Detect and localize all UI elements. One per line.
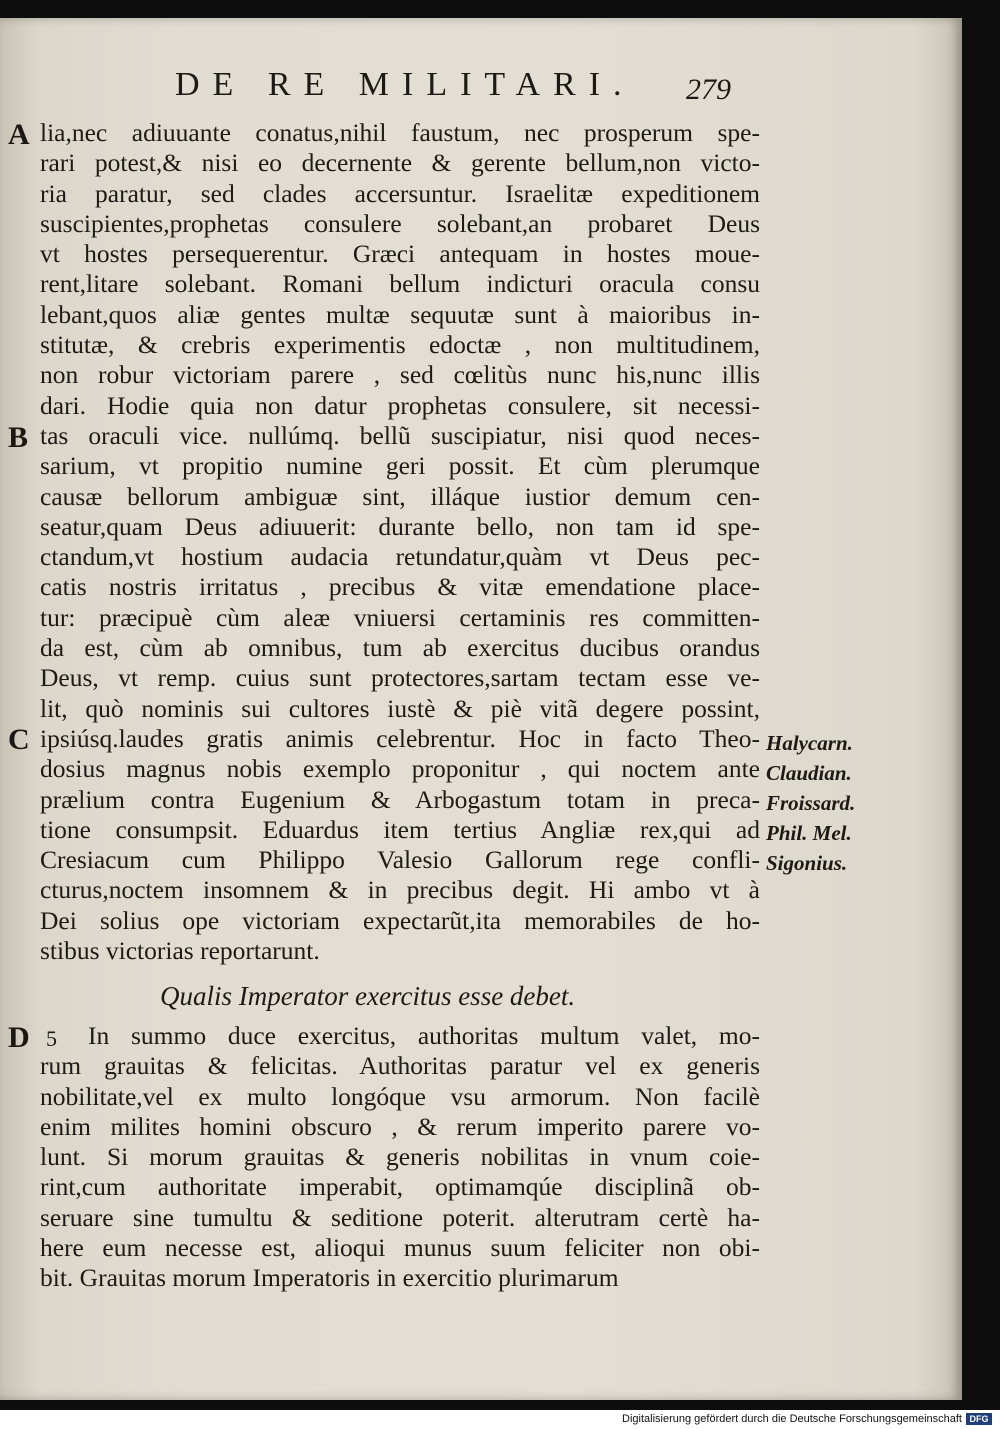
text-line: dosius magnus nobis exemplo proponitur , qui noctem ante: [40, 754, 760, 784]
margin-note-phil-mel: Phil. Mel.: [766, 821, 852, 845]
text-line: lunt. Si morum grauitas & generis nobilitas in vnum coie-: [40, 1142, 760, 1172]
text-line: ctandum,vt hostium audacia retundatur,quàm vt Deus pec-: [40, 542, 760, 572]
text-line: catis nostris irritatus , precibus & vitæ emendatione place-: [40, 572, 760, 602]
text-line: nobilitate,vel ex multo longóque vsu armorum. Non facilè: [40, 1081, 760, 1111]
text-line: tur: præcipuè cùm aleæ vniuersi certaminis res committen-: [40, 602, 760, 632]
margin-letter-d: D: [8, 1021, 30, 1054]
text-line: bit. Grauitas morum Imperatoris in exercitio plurimarum: [40, 1263, 619, 1293]
text-line: stibus victorias reportarunt.: [40, 936, 320, 966]
text-line: In summo duce exercitus, authoritas multum valet, mo-: [88, 1021, 760, 1050]
section-heading: Qualis Imperator exercitus esse debet.: [160, 981, 576, 1011]
margin-letter-a: A: [8, 118, 30, 151]
text-block-1: [40, 118, 760, 966]
text-line: vt hostes persequerentur. Græci antequam in hostes moue-: [40, 239, 760, 269]
text-line: Deus, vt remp. cuius sunt protectores,sartam tectam esse ve-: [40, 663, 760, 693]
text-line: causæ bellorum ambiguæ sint, illáque iustior demum cen-: [40, 481, 760, 511]
text-line: rent,litare solebant. Romani bellum indicturi oracula consu: [40, 269, 760, 299]
text-line: Dei solius ope victoriam expectarũt,ita memorabiles de ho-: [40, 905, 760, 935]
book-page: [0, 18, 962, 1400]
text-line: lia,nec adiuuante conatus,nihil faustum, nec prosperum spe-: [40, 118, 760, 147]
section-number: 5: [46, 1026, 57, 1051]
margin-note-froissard: Froissard.: [766, 791, 856, 815]
text-block-2: [40, 1021, 760, 1294]
text-line: rint,cum authoritate imperabit, optimamqúe disciplinã ob-: [40, 1172, 760, 1202]
text-line: enim milites homini obscuro , & rerum imperito parere vo-: [40, 1111, 760, 1141]
text-line: lebant,quos aliæ gentes multæ sequutæ sunt à maioribus in-: [40, 299, 760, 329]
text-line: suscipientes,prophetas consulere solebant,an probaret Deus: [40, 208, 760, 238]
text-line: prælium contra Eugenium & Arbogastum totam in preca-: [40, 784, 760, 814]
text-line: dari. Hodie quia non datur prophetas consulere, sit necessi-: [40, 390, 760, 420]
margin-note-sigonius: Sigonius.: [766, 851, 848, 875]
text-line: non robur victoriam parere , sed cœlitùs nunc his,nunc illis: [40, 360, 760, 390]
text-line: rum grauitas & felicitas. Authoritas paratur vel ex generis: [40, 1051, 760, 1081]
text-line: lit, quò nominis sui cultores iustè & piè vitã degere possint,: [40, 693, 760, 723]
funding-credit: Digitalisierung gefördert durch die Deutsche Forschungsgemeinschaft: [622, 1413, 962, 1425]
text-line: Cresiacum cum Philippo Valesio Gallorum rege confli-: [40, 845, 760, 875]
text-line: stitutæ, & crebris experimentis edoctæ , non multitudinem,: [40, 330, 760, 360]
text-line: seruare sine tumultu & seditione poterit. alterutram certè ha-: [40, 1202, 760, 1232]
page-number: 279: [686, 73, 731, 106]
text-line: da est, cùm ab omnibus, tum ab exercitus ducibus orandus: [40, 633, 760, 663]
margin-note-halycarn: Halycarn.: [766, 731, 853, 755]
text-line: tione consumpsit. Eduardus item tertius Angliæ rex,qui ad: [40, 814, 760, 844]
footer-bar: [0, 1410, 1000, 1429]
margin-letter-c: C: [8, 723, 30, 756]
text-line: ipsiúsq.laudes gratis animis celebrentur. Hoc in facto Theo-: [40, 723, 760, 753]
text-line: here eum necesse est, alioqui munus suum feliciter non obi-: [40, 1233, 760, 1263]
text-line: rari potest,& nisi eo decernente & gerente bellum,non victo-: [40, 148, 760, 178]
running-head: DE RE MILITARI.: [175, 66, 635, 103]
margin-note-claudian: Claudian.: [766, 761, 852, 785]
text-line: ria paratur, sed clades accersuntur. Israelitæ expeditionem: [40, 178, 760, 208]
text-line: sarium, vt propitio numine geri possit. Et cùm plerumque: [40, 451, 760, 481]
text-line: cturus,noctem insomnem & in precibus degit. Hi ambo vt à: [40, 875, 760, 905]
text-line: seatur,quam Deus adiuuerit: durante bello, non tam id spe-: [40, 511, 760, 541]
margin-letter-b: B: [8, 421, 29, 454]
dfg-logo: DFG: [966, 1413, 992, 1425]
text-line: tas oraculi vice. nullúmq. bellũ suscipiatur, nisi quod neces-: [40, 420, 760, 450]
